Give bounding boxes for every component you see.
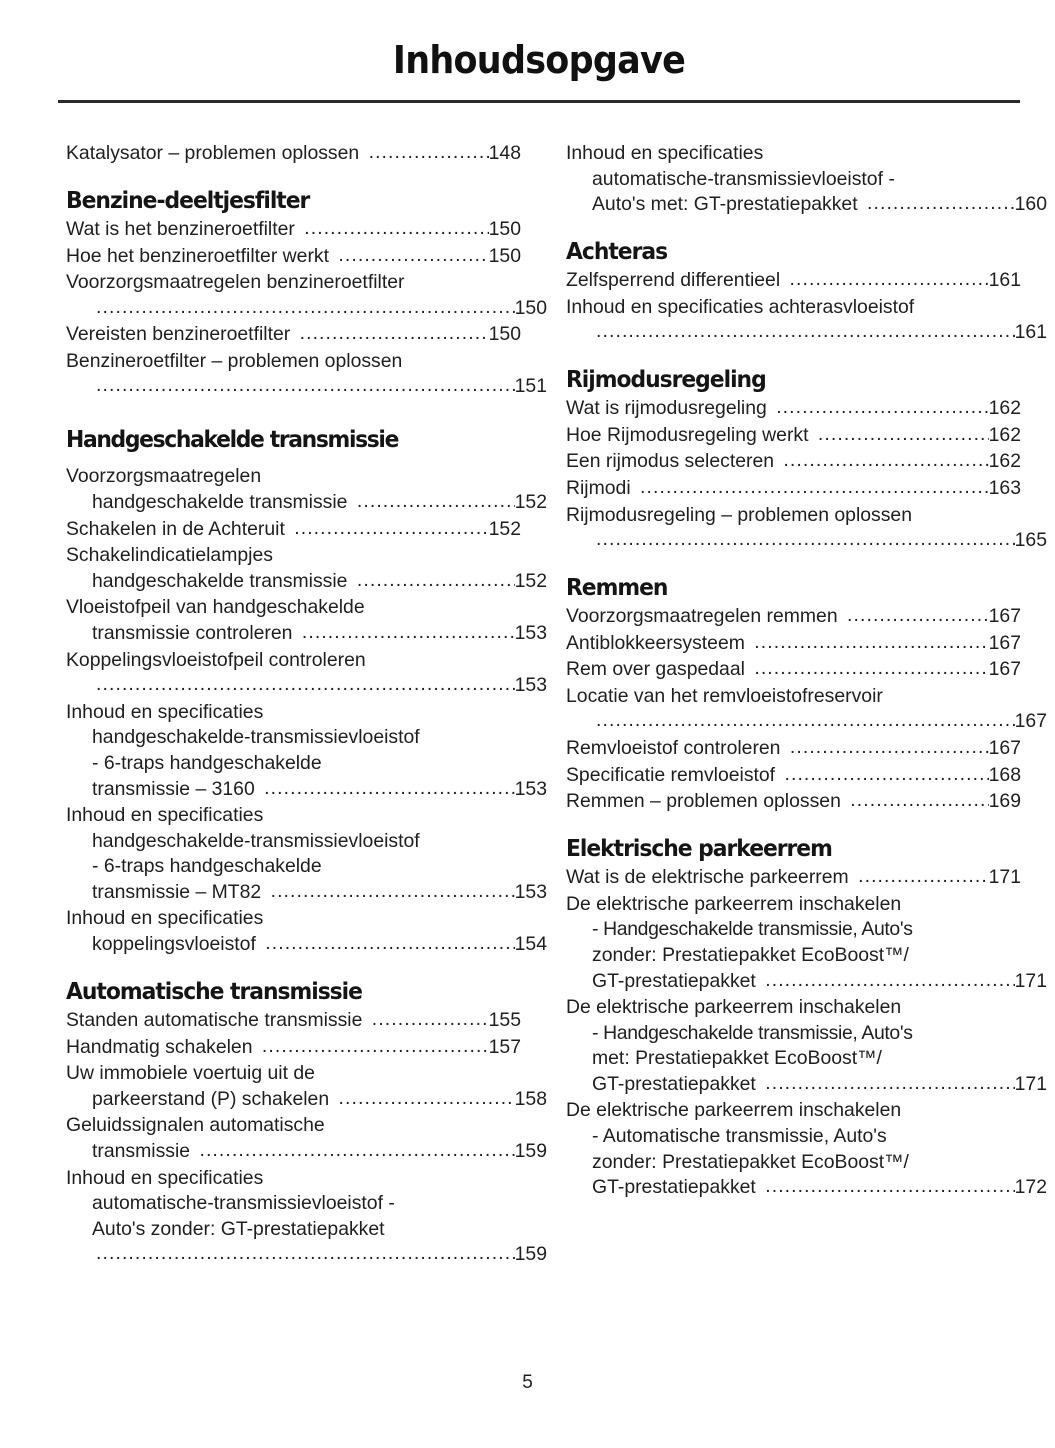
toc-entry-text: - Handgeschakelde transmissie, Auto's [592,1021,913,1044]
page-folio: 5 [522,1372,533,1393]
toc-entry-text: transmissie [92,1139,196,1162]
toc-entry-text: Inhoud en specificaties [566,142,764,164]
toc-leader-row [566,1072,1047,1098]
toc-entry-een-rijmodus-selecteren[interactable] [566,449,1021,475]
toc-leader-row [566,631,1021,657]
toc-leader-row [566,449,1021,475]
toc-entry-inhoud-specificaties-handgeschakelde-transmissievloeistof-3160[interactable] [66,700,547,802]
toc-leader-row [566,192,1047,218]
toc-entry-text: Antiblokkeersysteem [566,631,751,654]
toc-heading-handgeschakelde-transmissie: Handgeschakelde transmissie [66,425,399,454]
toc-entry-text: Inhoud en specificaties [66,1166,264,1189]
toc-page-number: 155 [488,1008,521,1031]
toc-entry-text: Schakelindicatielampjes [66,544,273,567]
toc-entry-koppelingsvloeistofpeil-controleren[interactable] [66,648,547,699]
toc-entry-text: zonder: Prestatiepakket EcoBoost™/ [592,1150,909,1173]
toc-page-number: 165 [1014,529,1047,552]
toc-entry-vereisten-benzineroetfilter[interactable] [66,322,521,348]
toc-leader-row [66,1008,521,1034]
dot-leader [790,735,989,761]
toc-entry-wat-is-de-elektrische-parkeerrem[interactable] [566,865,1021,891]
dot-leader [596,708,1015,734]
toc-entry-text: Inhoud en specificaties [66,907,264,930]
toc-entry-text: Rijmodi [566,476,637,499]
toc-entry-inhoud-specificaties-automatische-transmissievloeistof-zonder-gt[interactable] [66,1166,547,1268]
toc-page-number: 162 [988,423,1021,446]
toc-page-number: 158 [514,1087,547,1110]
toc-column-left [66,141,547,1269]
toc-entry-katalysator-problemen-oplossen[interactable] [66,141,521,167]
toc-page-number: 151 [514,375,547,398]
toc-page-number: 152 [488,517,521,540]
toc-leader-row [566,396,1021,422]
dot-leader [867,191,1015,217]
toc-entry-text: Wat is rijmodusregeling [566,397,773,420]
toc-entry-text: Vereisten benzineroetfilter [66,323,296,346]
toc-page-number: 167 [988,605,1021,628]
toc-entry-text: handgeschakelde-transmissievloeistof [92,726,420,749]
toc-page-number: 167 [988,737,1021,760]
toc-entry-text: Auto's zonder: GT-prestatiepakket [92,1217,385,1240]
toc-heading-automatische-transmissie: Automatische transmissie [66,976,362,1005]
toc-entry-text: Specificatie remvloeistof [566,763,781,786]
dot-leader [765,1071,1014,1097]
dot-leader [754,630,988,656]
toc-entry-rijmodi[interactable] [566,476,1021,502]
dot-leader [640,475,989,501]
toc-leader-row [566,657,1021,683]
toc-page-number: 159 [514,1139,547,1162]
toc-entry-text: GT-prestatiepakket [592,1072,762,1095]
toc-page-number: 162 [988,450,1021,473]
dot-leader [271,879,515,905]
toc-entry-text: transmissie – MT82 [92,880,267,903]
dot-leader [783,448,988,474]
dot-leader [294,516,488,542]
title-divider [58,100,1020,103]
section-spacer [66,456,521,464]
toc-entry-locatie-van-het-remvloeistofreservoir[interactable] [566,684,1047,735]
toc-leader-row [66,244,521,270]
toc-entry-inhoud-specificaties-achterasvloeistof[interactable] [566,295,1047,346]
dot-leader [596,319,1015,345]
dot-leader [96,295,515,321]
toc-leader-row [566,268,1021,294]
toc-entry-text: Zelfsperrend differentieel [566,269,786,292]
toc-entry-voorzorgsmaatregelen-benzineroetfilter[interactable] [66,270,547,321]
toc-leader-row [566,865,1021,891]
toc-entry-voorzorgsmaatregelen-remmen[interactable] [566,604,1021,630]
toc-entry-text: Standen automatische transmissie [66,1008,368,1031]
toc-entry-vloeistofpeil-handgeschakelde-transmissie-controleren[interactable] [66,595,547,646]
toc-entry-text: De elektrische parkeerrem inschakelen [566,996,902,1019]
toc-leader-row [566,604,1021,630]
toc-entry-text: Remmen – problemen oplossen [566,790,847,813]
toc-entry-text: Inhoud en specificaties [66,700,264,723]
toc-entry-rem-over-gaspedaal[interactable] [566,657,1021,683]
dot-leader [302,620,515,646]
toc-column-right [566,141,1047,1202]
toc-page-number: 167 [988,631,1021,654]
toc-page-number: 153 [514,880,547,903]
toc-entry-text: Remvloeistof controleren [566,737,786,760]
toc-entry-text: Wat is de elektrische parkeerrem [566,866,855,889]
toc-entry-hoe-het-benzineroetfilter-werkt[interactable] [66,244,521,270]
toc-leader-row [566,969,1047,995]
dot-leader [357,568,515,594]
toc-page-number: 162 [988,397,1021,420]
toc-entry-antiblokkeersysteem[interactable] [566,631,1021,657]
toc-entry-wat-is-rijmodusregeling[interactable] [566,396,1021,422]
toc-leader-row [66,777,547,803]
toc-entry-text: Vloeistofpeil van handgeschakelde [66,596,365,619]
toc-page-number: 167 [988,658,1021,681]
toc-page-number: 148 [488,142,521,164]
toc-leader-row [66,517,521,543]
dot-leader [338,243,488,269]
toc-heading-remmen: Remmen [566,572,668,601]
toc-entry-text: handgeschakelde transmissie [92,490,353,513]
toc-entry-text: handgeschakelde transmissie [92,569,353,592]
toc-entry-text: met: Prestatiepakket EcoBoost™/ [592,1047,882,1070]
toc-entry-rijmodusregeling-problemen-oplossen[interactable] [566,503,1047,554]
dot-leader [262,1034,489,1060]
toc-entry-text: Benzineroetfilter – problemen oplossen [66,349,403,372]
toc-entry-text: Inhoud en specificaties [66,804,264,827]
dot-leader [847,603,989,629]
toc-leader-row [66,374,547,400]
toc-entry-schakelen-in-de-achteruit[interactable] [66,517,521,543]
dot-leader [339,1086,515,1112]
dot-leader [96,1241,515,1267]
toc-entry-text: automatische-transmissievloeistof - [92,1192,395,1215]
toc-page-number: 150 [488,244,521,267]
toc-entry-voorzorgsmaatregelen-handgeschakelde-transmissie[interactable] [66,464,547,515]
dot-leader [850,788,988,814]
toc-entry-specificatie-remvloeistof[interactable] [566,763,1021,789]
toc-entry-geluidssignalen-automatische-transmissie[interactable] [66,1113,547,1164]
dot-leader [765,968,1014,994]
toc-entry-text: Auto's met: GT-prestatiepakket [592,193,863,216]
toc-entry-text: GT-prestatiepakket [592,969,762,992]
toc-entry-standen-automatische-transmissie[interactable] [66,1008,521,1034]
toc-page-number: 172 [1014,1176,1047,1199]
toc-entry-text: Voorzorgsmaatregelen [66,465,262,488]
toc-leader-row [66,673,547,699]
toc-leader-row [66,1139,547,1165]
toc-entry-text: De elektrische parkeerrem inschakelen [566,892,902,915]
toc-heading-elektrische-parkeerrem: Elektrische parkeerrem [566,833,832,862]
page-title-block [58,40,1020,82]
toc-entry-zelfsperrend-differentieel[interactable] [566,268,1021,294]
toc-leader-row [66,932,547,958]
toc-entry-parkeerrem-inschakelen-handgeschakeld-met-prestatiepakket[interactable] [566,995,1047,1097]
toc-leader-row [66,1242,547,1268]
toc-entry-text: Rem over gaspedaal [566,658,751,681]
toc-entry-text: Rijmodusregeling – problemen oplossen [566,503,913,526]
toc-leader-row [66,322,521,348]
toc-entry-parkeerrem-inschakelen-automatisch-zonder-prestatiepakket[interactable] [566,1098,1047,1200]
toc-page-number: 171 [988,866,1021,889]
toc-leader-row [66,621,547,647]
dot-leader [300,321,489,347]
toc-page-number: 161 [988,269,1021,292]
toc-entry-text: Een rijmodus selecteren [566,450,780,473]
dot-leader [265,931,514,957]
toc-entry-text: Inhoud en specificaties achterasvloeistof [566,295,915,318]
toc-entry-text: Handmatig schakelen [66,1035,258,1058]
toc-page-number: 150 [514,296,547,319]
dot-leader [818,422,989,448]
toc-entry-text: Hoe Rijmodusregeling werkt [566,423,814,446]
toc-entry-text: Locatie van het remvloeistofreservoir [566,684,883,707]
toc-page-number: 152 [514,569,547,592]
toc-page-number: 171 [1014,1072,1047,1095]
toc-entry-text: parkeerstand (P) schakelen [92,1087,335,1110]
toc-entry-text: transmissie – 3160 [92,777,261,800]
dot-leader [754,656,988,682]
toc-leader-row [566,709,1047,735]
toc-page-number: 150 [488,217,521,240]
dot-leader [357,489,515,515]
dot-leader [96,373,515,399]
toc-leader-row [566,736,1021,762]
toc-entry-text: Hoe het benzineroetfilter werkt [66,244,335,267]
toc-page-number: 157 [488,1035,521,1058]
toc-leader-row [66,569,547,595]
dot-leader [784,762,988,788]
toc-entry-parkeerrem-inschakelen-handgeschakeld-zonder-prestatiepakket[interactable] [566,892,1047,994]
toc-entry-wat-is-het-benzineroetfilter[interactable] [66,217,521,243]
toc-entry-remvloeistof-controleren[interactable] [566,736,1021,762]
toc-entry-text: - 6-traps handgeschakelde [92,751,322,774]
toc-leader-row [566,476,1021,502]
toc-entry-inhoud-specificaties-handgeschakelde-transmissievloeistof-mt82[interactable] [66,803,547,905]
toc-page-number: 160 [1014,193,1047,216]
toc-page-number: 153 [514,777,547,800]
toc-entry-text: - Automatische transmissie, Auto's [592,1125,887,1148]
toc-entry-inhoud-specificaties-automatische-transmissievloeistof-met-gt[interactable] [566,141,1047,218]
toc-entry-text: Wat is het benzineroetfilter [66,217,301,240]
toc-leader-row [566,789,1021,815]
toc-entry-schakelindicatielampjes-handgeschakelde-transmissie[interactable] [66,543,547,594]
dot-leader [304,216,488,242]
toc-entry-handmatig-schakelen[interactable] [66,1035,521,1061]
toc-entry-hoe-rijmodusregeling-werkt[interactable] [566,423,1021,449]
toc-page-number: 163 [988,476,1021,499]
toc-page-number: 159 [514,1243,547,1266]
dot-leader [790,267,989,293]
toc-entry-inhoud-specificaties-koppelingsvloeistof[interactable] [66,906,547,957]
toc-entry-text: zonder: Prestatiepakket EcoBoost™/ [592,943,909,966]
toc-leader-row [66,141,521,167]
toc-leader-row [66,296,547,322]
toc-entry-text: automatische-transmissievloeistof - [592,167,895,190]
toc-page-number: 167 [1014,710,1047,733]
toc-page-number: 150 [488,323,521,346]
toc-page-number: 153 [514,621,547,644]
toc-page-number: 152 [514,490,547,513]
toc-entry-text: De elektrische parkeerrem inschakelen [566,1099,902,1122]
toc-leader-row [566,528,1047,554]
toc-entry-text: GT-prestatiepakket [592,1176,762,1199]
dot-leader [369,140,489,166]
toc-leader-row [66,490,547,516]
toc-entry-text: handgeschakelde-transmissievloeistof [92,829,420,852]
toc-heading-achteras: Achteras [566,236,668,265]
toc-entry-text: Schakelen in de Achteruit [66,517,291,540]
toc-page-number: 168 [988,763,1021,786]
toc-leader-row [566,320,1047,346]
toc-entry-text: Uw immobiele voertuig uit de [66,1062,315,1085]
toc-page-number: 171 [1014,969,1047,992]
toc-entry-text: - 6-traps handgeschakelde [92,855,322,878]
toc-entry-uw-immobiele-voertuig-uit-parkeerstand-schakelen[interactable] [66,1061,547,1112]
toc-leader-row [566,423,1021,449]
toc-entry-text: Voorzorgsmaatregelen benzineroetfilter [66,271,405,294]
toc-leader-row [66,880,547,906]
toc-entry-text: transmissie controleren [92,621,298,644]
toc-page-number: 153 [514,674,547,697]
page-title: Inhoudsopgave [392,38,686,82]
toc-leader-row [66,1087,547,1113]
dot-leader [858,864,989,890]
toc-page-number: 161 [1014,321,1047,344]
dot-leader [765,1174,1014,1200]
dot-leader [776,395,988,421]
toc-entry-text: Koppelingsvloeistofpeil controleren [66,648,366,671]
toc-entry-text: Geluidssignalen automatische [66,1114,325,1137]
toc-entry-benzineroetfilter-problemen-oplossen[interactable] [66,349,547,400]
toc-entry-text: Voorzorgsmaatregelen remmen [566,605,843,628]
toc-leader-row [566,1175,1047,1201]
toc-heading-rijmodusregeling: Rijmodusregeling [566,364,766,393]
dot-leader [199,1138,514,1164]
dot-leader [264,776,515,802]
dot-leader [372,1007,489,1033]
toc-leader-row [66,217,521,243]
toc-entry-remmen-problemen-oplossen[interactable] [566,789,1021,815]
toc-page-number: 154 [514,933,547,956]
toc-entry-text: koppelingsvloeistof [92,933,262,956]
toc-heading-benzine-deeltjesfilter: Benzine-deeltjesfilter [66,185,310,214]
toc-leader-row [566,763,1021,789]
dot-leader [96,672,515,698]
dot-leader [596,527,1015,553]
toc-columns [0,141,1055,1321]
toc-page-number: 169 [988,790,1021,813]
toc-entry-text: - Handgeschakelde transmissie, Auto's [592,918,913,941]
toc-entry-text: Katalysator – problemen oplossen [66,142,365,164]
toc-leader-row [66,1035,521,1061]
